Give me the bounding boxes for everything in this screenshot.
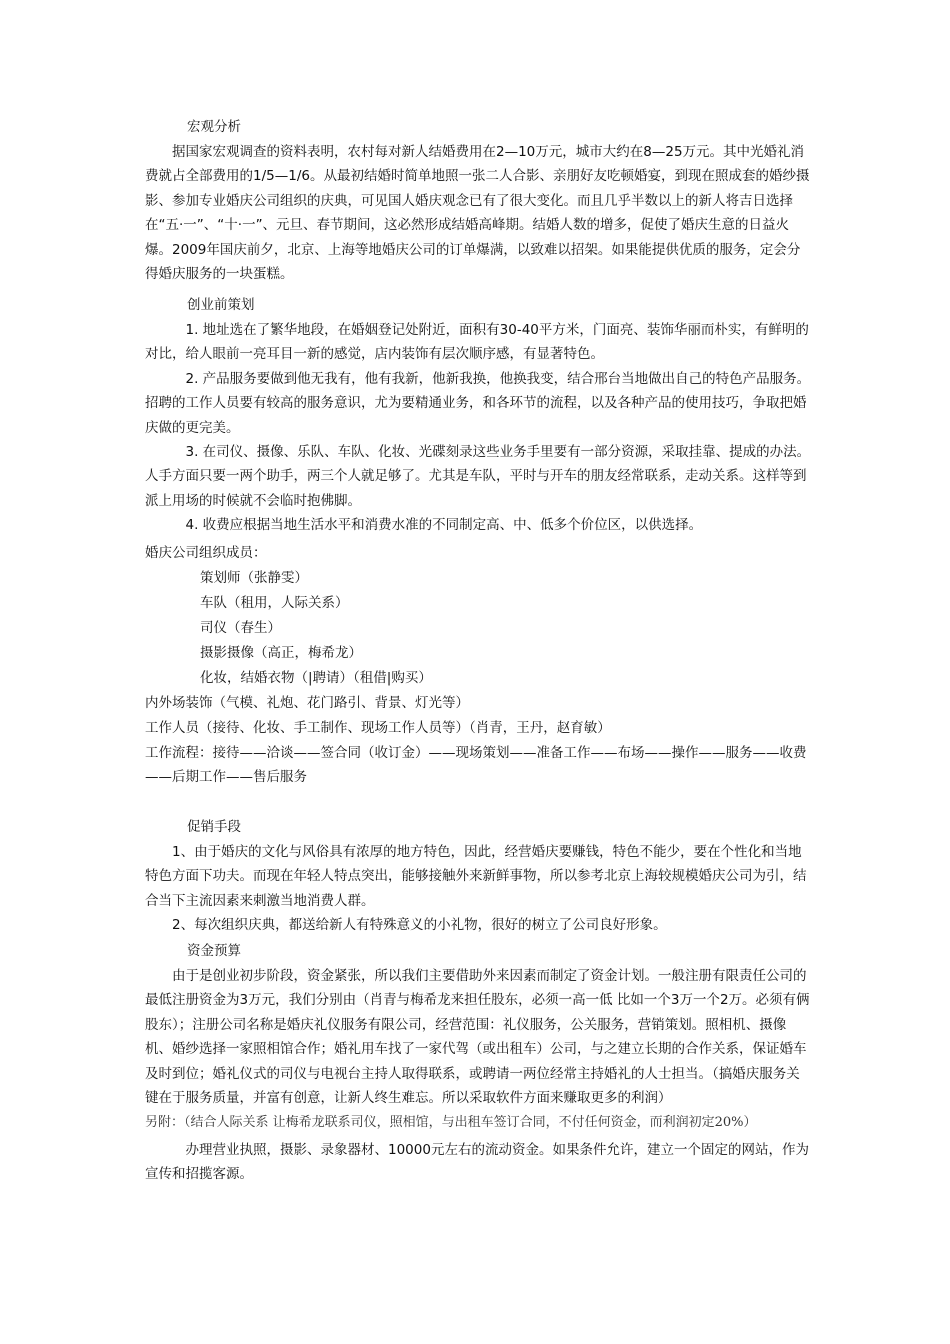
planning-item: 1. 地址选在了繁华地段，在婚姻登记处附近，面积有30-40平方米，门面亮、装饰华丽而朴实，有鲜明的对比，给人眼前一亮耳目一新的感觉，店内装饰有层次顺序感，有显著特色。 [145,322,809,363]
member-item: 车队（租用，人际关系） [200,595,349,611]
promotion-item: 2、每次组织庆典，都送给新人有特殊意义的小礼物，很好的树立了公司良好形象。 [172,917,667,934]
planning-item: 2. 产品服务要做到他无我有，他有我新，他新我换，他换我变，结合邢台当地做出自己的特色产品服务。招聘的工作人员要有较高的服务意识，尤为要精通业务，和各环节的流程，以及各种产品的使用技巧，争取把婚庆做的更完美。 [145,370,811,436]
paragraph-macro-analysis: 据国家宏观调查的资料表明，农村每对新人结婚费用在2—10万元，城市大约在8—25万元。其中光婚礼消费就占全部费用的1/5—1/6。从最初结婚时简单地照一张二人合影、亲朋好友吃顿婚宴，到现在照成套的婚纱摄影、参加专业婚庆公司组织的庆典，可见国人婚庆观念已有了很大变化。而且几乎半数以上的新人将吉日选择在“五·一”、“十·一”、元旦、春节期间，这必然形成结婚高峰期。结婚人数的增多，促使了婚庆生意的日益火爆。2009年国庆前夕，北京、上海等地婚庆公司的订单爆满，以致难以招架。如果能提供优质的服务，定会分得婚庆服务的一块蛋糕。 [145,144,810,283]
promotion-item: 1、由于婚庆的文化与风俗具有浓厚的地方特色，因此，经营婚庆要赚钱，特色不能少，要在个性化和当地特色方面下功夫。而现在年轻人特点突出，能够接触外来新鲜事物，所以参考北京上海较规模婚庆公司为引，结合当下主流因素来刺激当地消费人群。 [145,844,807,909]
paragraph-final: 办理营业执照，摄影、录象器材、10000元左右的流动资金。如果条件允许，建立一个固定的网站，作为宣传和招揽客源。 [145,1142,809,1183]
member-item: 摄影摄像（高正，梅希龙） [200,645,362,661]
paragraph-fund-budget: 由于是创业初步阶段，资金紧张，所以我们主要借助外来因素而制定了资金计划。一般注册有限责任公司的最低注册资金为3万元，我们分别由（肖青与梅希龙来担任股东，必须一高一低 比如一个3万一个2万。必须有俩股东）；注册公司名称是婚庆礼仪服务有限公司，经营范围：礼仪服务，公关服务，营销策划。照相机、摄像机、婚纱选择一家照相馆合作；婚礼用车找了一家代驾（或出租车）公司，与之建立长期的合作关系，保证婚车及时到位；婚礼仪式的司仪与电视台主持人取得联系，或聘请一两位经常主持婚礼的人士担当。（搞婚庆服务关键在于服务质量，并富有创意，让新人终生难忘。所以采取软件方面来赚取更多的利润） [145,968,810,1107]
promotion-list [145,840,813,938]
member-item: 策划师（张静雯） [200,570,308,586]
planning-item: 3. 在司仪、摄像、乐队、车队、化妆、光碟刻录这些业务手里要有一部分资源，采取挂靠、提成的办法。人手方面只要一两个助手，两三个人就足够了。尤其是车队，平时与开车的朋友经常联系，走动关系。这样等到派上用场的时候就不会临时抱佛脚。 [145,444,811,509]
member-item: 化妆，结婚衣物（|聘请）（租借|购买） [200,670,432,686]
member-item: 司仪（春生） [200,620,281,636]
planning-item: 4. 收费应根据当地生活水平和消费水准的不同制定高、中、低多个价位区，以供选择。 [185,517,703,534]
heading-fund-budget: 资金预算 [187,943,241,959]
workflow-paragraph: 工作流程：接待——洽谈——签合同（收订金）——现场策划——准备工作——布场——操作——服务——收费——后期工作——售后服务 [145,745,807,786]
staff-line: 工作人员（接待、化妆、手工制作、现场工作人员等）（肖青，王丹，赵育敏） [145,720,611,736]
decoration-line: 内外场装饰（气模、礼炮、花门路引、背景、灯光等） [145,695,469,711]
heading-promotion: 促销手段 [187,819,241,835]
heading-macro-analysis: 宏观分析 [187,119,241,135]
heading-organization-members: 婚庆公司组织成员： [145,545,267,561]
planning-list [145,318,813,538]
heading-pre-startup-planning: 创业前策划 [187,297,255,313]
appendix-note: 另附：（结合人际关系 让梅希龙联系司仪，照相馆，与出租车签订合同，不付任何资金，而利润初定20%） [145,1115,757,1130]
